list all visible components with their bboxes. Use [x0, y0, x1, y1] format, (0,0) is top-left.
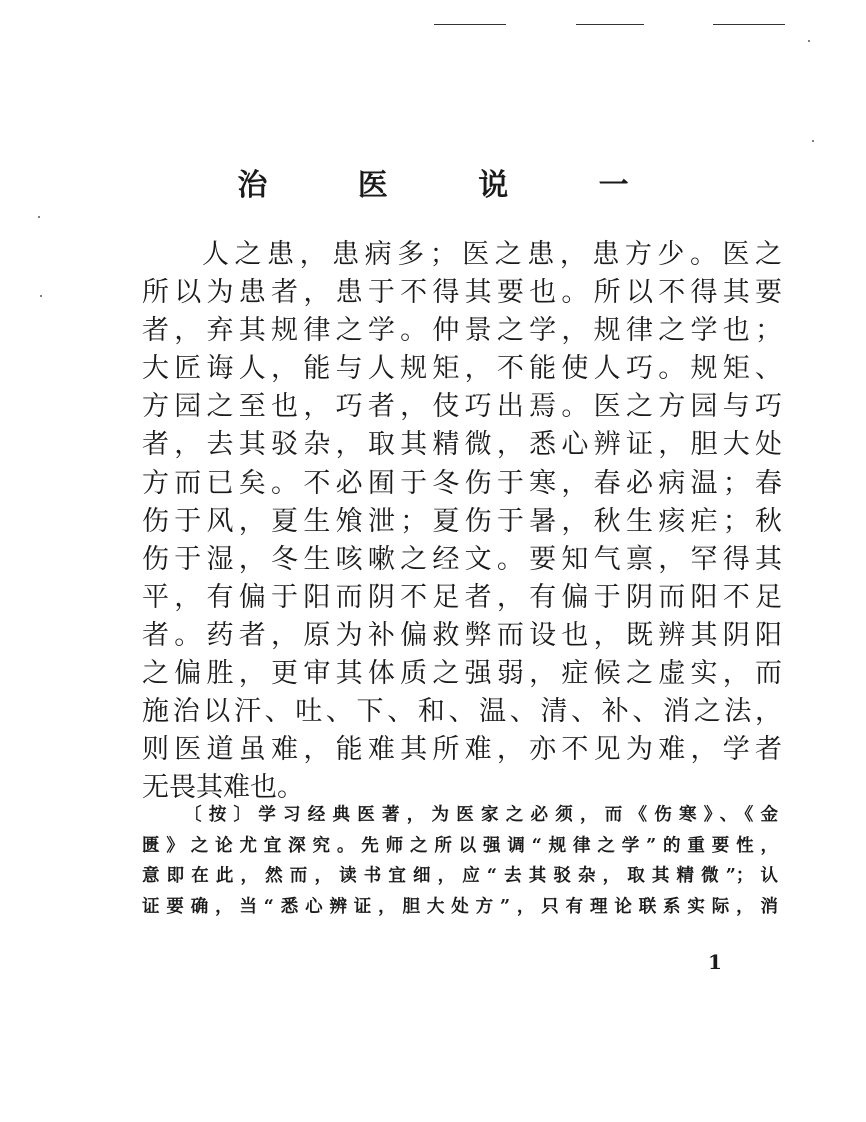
body-line: 大匠诲人，能与人规矩，不能使人巧。规矩、	[142, 353, 782, 385]
note-line: 〔按〕学习经典医著，为医家之必须，而《伤寒》、《金	[184, 805, 778, 825]
speck	[808, 40, 810, 42]
speck	[40, 295, 42, 297]
body-line: 者，弃其规律之学。仲景之学，规律之学也；	[142, 315, 782, 347]
body-line: 伤于风，夏生飧泄；夏伤于暑，秋生痎疟；秋	[142, 505, 782, 537]
body-line: 平，有偏于阳而阴不足者，有偏于阴而阳不足	[142, 581, 782, 613]
body-line: 无畏其难也。	[142, 772, 304, 804]
annotation-note	[142, 800, 778, 922]
note-line: 证要确，当“悉心辨证，胆大处方”，只有理论联系实际，消	[142, 896, 778, 917]
body-line: 者。药者，原为补偏救弊而设也，既辨其阴阳	[142, 619, 782, 651]
body-line: 所以为患者，患于不得其要也。所以不得其要	[142, 277, 782, 309]
note-line: 匮》之论尤宜深究。先师之所以强调“规律之学”的重要性，	[142, 835, 778, 856]
speck	[812, 140, 814, 142]
body-line: 方而已矣。不必囿于冬伤于寒，春必病温；春	[142, 467, 782, 499]
top-rule-left	[434, 24, 506, 25]
body-line: 者，去其驳杂，取其精微，悉心辨证，胆大处	[142, 429, 782, 461]
top-rule-right	[713, 24, 785, 25]
body-line: 伤于湿，冬生咳嗽之经文。要知气禀，罕得其	[142, 543, 782, 575]
body-line: 之偏胜，更审其体质之强弱，症候之虚实，而	[142, 658, 782, 690]
page-title: 治 医 说 一	[237, 168, 669, 203]
speck	[38, 216, 40, 218]
body-line: 施治以汗、吐、下、和、温、清、补、消之法，	[142, 696, 782, 728]
page-number: 1	[708, 950, 722, 974]
body-line: 则医道虽难，能难其所难，亦不见为难，学者	[142, 734, 782, 766]
top-rule-middle	[576, 24, 644, 25]
body-line: 方园之至也，巧者，伎巧出焉。医之方园与巧	[142, 391, 782, 423]
body-text	[142, 236, 782, 807]
body-line: 人之患，患病多；医之患，患方少。医之	[202, 239, 782, 270]
note-line: 意即在此，然而，读书宜细，应“去其驳杂，取其精微”；认	[142, 866, 778, 886]
